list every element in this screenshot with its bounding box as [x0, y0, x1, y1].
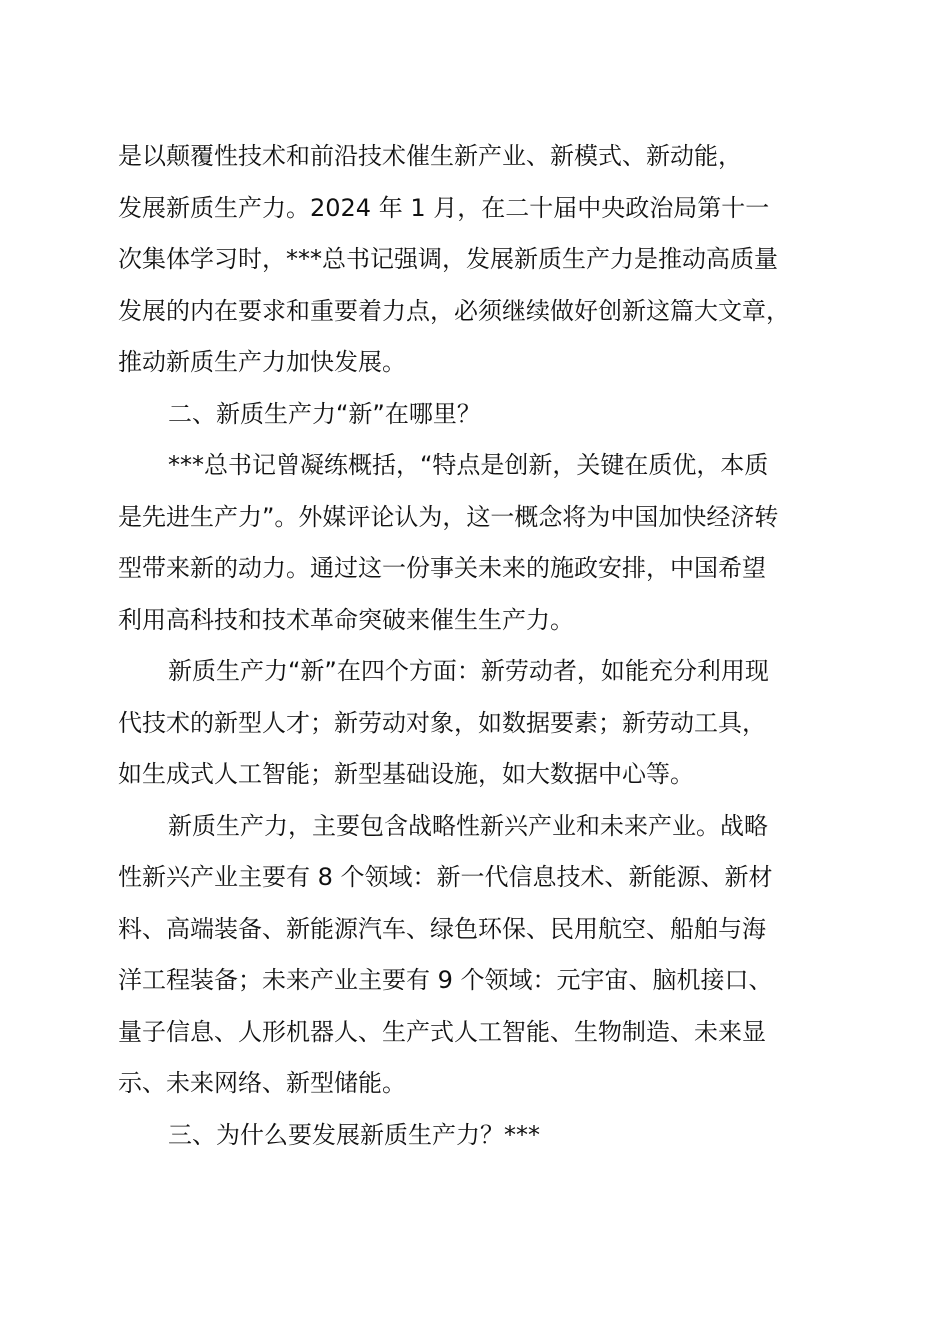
text-line: 性新兴产业主要有 8 个领域：新一代信息技术、新能源、新材	[118, 863, 773, 891]
document-body	[118, 131, 838, 1161]
text-line: 洋工程装备；未来产业主要有 9 个领域：元宇宙、脑机接口、	[118, 966, 773, 994]
text-line: 料、高端装备、新能源汽车、绿色环保、民用航空、船舶与海	[118, 914, 766, 943]
text-line: 是先进生产力”。外媒评论认为，这一概念将为中国加快经济转	[118, 502, 779, 531]
text-line: 利用高科技和技术革命突破来催生生产力。	[118, 605, 574, 634]
text-line: 量子信息、人形机器人、生产式人工智能、生物制造、未来显	[118, 1017, 766, 1046]
text-line: 次集体学习时，***总书记强调，发展新质生产力是推动高质量	[118, 245, 778, 273]
text-line: 发展新质生产力。2024 年 1 月，在二十届中央政治局第十一	[118, 193, 770, 222]
paragraph-four-aspects	[118, 646, 838, 801]
text-line: 示、未来网络、新型储能。	[118, 1069, 406, 1097]
text-line: 型带来新的动力。通过这一份事关未来的施政安排，中国希望	[118, 554, 766, 582]
section-heading-2	[118, 389, 838, 441]
text-line: 代技术的新型人才；新劳动对象，如数据要素；新劳动工具，	[118, 708, 766, 737]
text-line: 新质生产力“新”在四个方面：新劳动者，如能充分利用现	[168, 657, 769, 685]
heading-line: 二、新质生产力“新”在哪里？	[168, 399, 481, 428]
section-heading-3	[118, 1110, 838, 1162]
text-line: 如生成式人工智能；新型基础设施，如大数据中心等。	[118, 760, 694, 788]
paragraph-industries	[118, 801, 838, 1110]
heading-line: 三、为什么要发展新质生产力？***	[168, 1120, 540, 1149]
text-line: 新质生产力，主要包含战略性新兴产业和未来产业。战略	[168, 811, 768, 840]
paragraph-continuation	[118, 131, 838, 389]
paragraph-definition	[118, 440, 838, 646]
text-line: 是以颠覆性技术和前沿技术催生新产业、新模式、新动能，	[118, 142, 742, 170]
text-line: ***总书记曾凝练概括，“特点是创新，关键在质优，本质	[168, 451, 769, 479]
text-line: 推动新质生产力加快发展。	[118, 348, 406, 376]
text-line: 发展的内在要求和重要着力点，必须继续做好创新这篇大文章，	[118, 296, 790, 325]
